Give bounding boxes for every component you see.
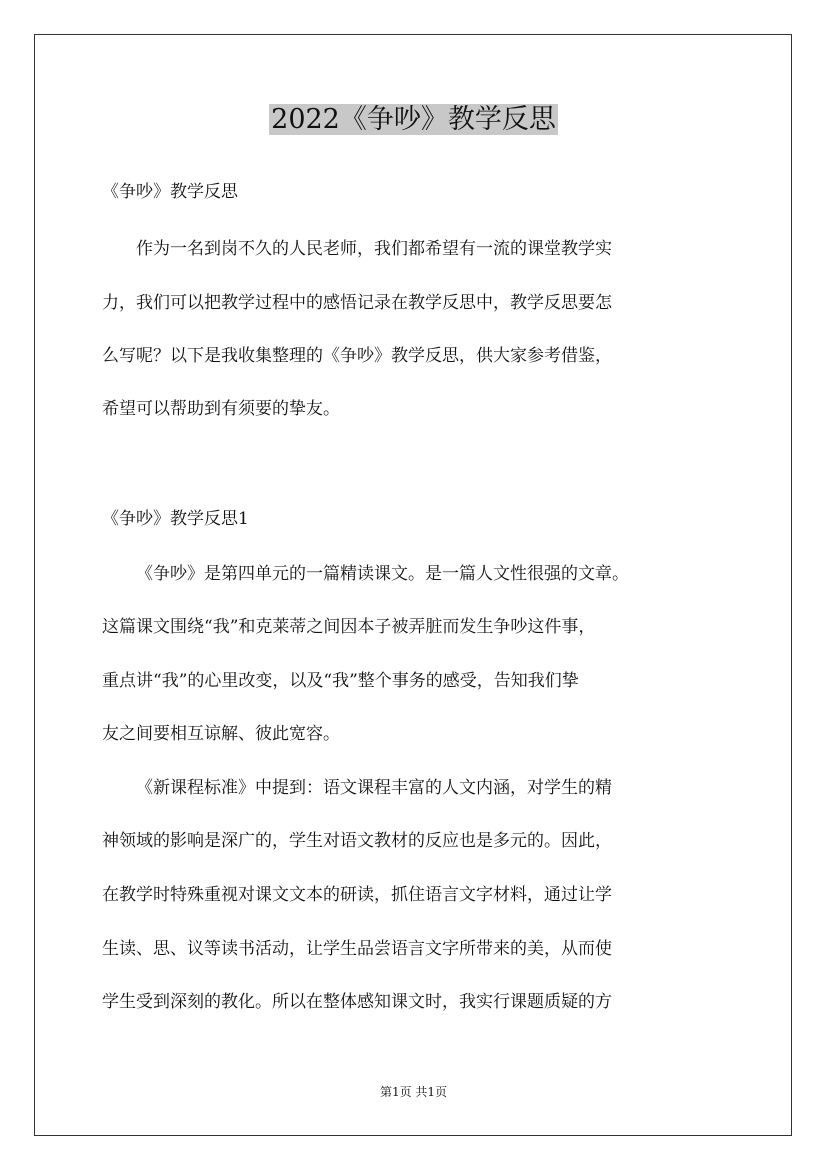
document-subtitle: 《争吵》教学反思 xyxy=(102,182,238,202)
intro-line: 作为一名到岗不久的人民老师，我们都希望有一流的课堂教学实 xyxy=(136,239,612,259)
paragraph-line: 学生受到深刻的教化。所以在整体感知课文时，我实行课题质疑的方 xyxy=(102,992,612,1012)
paragraph-line: 《争吵》是第四单元的一篇精读课文。是一篇人文性很强的文章。 xyxy=(136,564,629,584)
paragraph-line: 友之间要相互谅解、彼此宽容。 xyxy=(102,724,340,744)
paragraph-line: 重点讲“我”的心里改变，以及“我”整个事务的感受，告知我们挚 xyxy=(102,671,579,691)
paragraph-line: 生读、思、议等读书活动，让学生品尝语言文字所带来的美，从而使 xyxy=(102,939,612,959)
section-heading: 《争吵》教学反思1 xyxy=(102,509,249,529)
paragraph-line: 神领域的影响是深广的，学生对语文教材的反应也是多元的。因此， xyxy=(102,831,612,851)
document-title: 2022《争吵》教学反思 xyxy=(271,104,556,135)
paragraph-line: 《新课程标准》中提到：语文课程丰富的人文内涵，对学生的精 xyxy=(136,778,612,798)
intro-line: 希望可以帮助到有须要的挚友。 xyxy=(102,399,340,419)
paragraph-line: 这篇课文围绕“我”和克莱蒂之间因本子被弄脏而发生争吵这件事， xyxy=(102,617,596,637)
paragraph-line: 在教学时特殊重视对课文文本的研读，抓住语言文字材料，通过让学 xyxy=(102,885,612,905)
page-number: 第1页 共1页 xyxy=(379,1085,448,1099)
intro-line: 么写呢？以下是我收集整理的《争吵》教学反思，供大家参考借鉴， xyxy=(102,346,612,366)
intro-line: 力，我们可以把教学过程中的感悟记录在教学反思中，教学反思要怎 xyxy=(102,293,612,313)
